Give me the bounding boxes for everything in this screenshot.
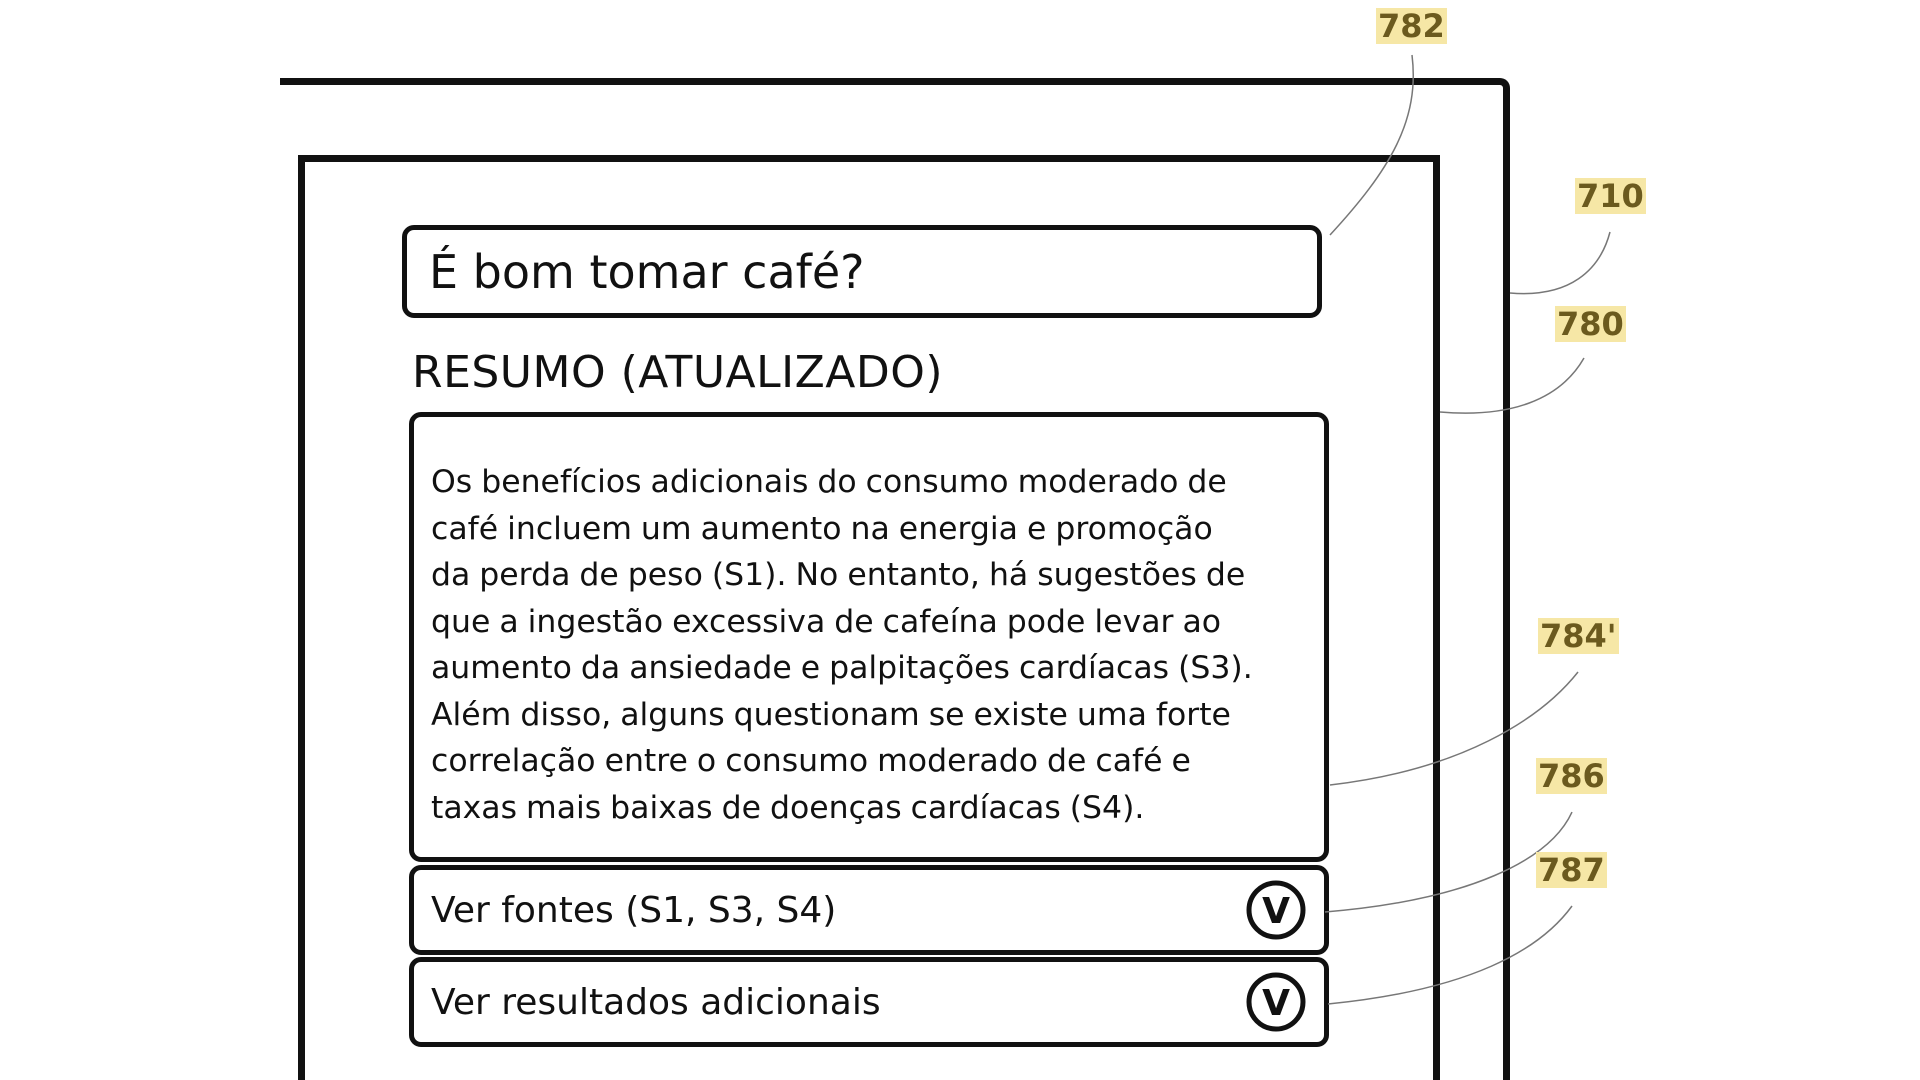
chevron-down-icon[interactable]	[1245, 971, 1307, 1033]
summary-line: correlação entre o consumo moderado de café e	[431, 743, 1191, 779]
query-text: É bom tomar café?	[429, 244, 865, 299]
summary-line: taxas mais baixas de doenças cardíacas (S4).	[431, 789, 1145, 826]
summary-line: aumento da ansiedade e palpitações cardíacas (S3).	[431, 650, 1253, 686]
reference-numeral-786: 786	[1538, 757, 1605, 795]
reference-numeral-710: 710	[1577, 177, 1644, 215]
summary-line: da perda de peso (S1). No entanto, há sugestões de	[431, 557, 1246, 593]
query-input-782[interactable]	[402, 225, 1322, 318]
chevron-down-icon[interactable]	[1245, 879, 1307, 941]
view-sources-button-786[interactable]	[409, 865, 1329, 955]
chevron-glyph: V	[1262, 891, 1290, 932]
view-more-results-button-787[interactable]	[409, 957, 1329, 1047]
summary-heading: RESUMO (ATUALIZADO)	[412, 347, 944, 398]
chevron-glyph: V	[1262, 983, 1290, 1024]
summary-box-784	[409, 412, 1329, 862]
summary-line: café incluem um aumento na energia e promoção	[431, 510, 1213, 547]
reference-numeral-780: 780	[1557, 305, 1624, 343]
reference-numeral-787: 787	[1538, 851, 1605, 889]
view-sources-label: Ver fontes (S1, S3, S4)	[431, 889, 837, 931]
reference-numeral-782: 782	[1378, 7, 1445, 45]
summary-line: Além disso, alguns questionam se existe uma forte	[431, 696, 1231, 733]
summary-line: Os benefícios adicionais do consumo moderado de	[431, 464, 1227, 500]
summary-line: que a ingestão excessiva de cafeína pode levar ao	[431, 603, 1222, 640]
leader-line-710	[1510, 232, 1610, 294]
view-more-results-label: Ver resultados adicionais	[431, 981, 881, 1023]
reference-numeral-784: 784'	[1540, 617, 1617, 655]
